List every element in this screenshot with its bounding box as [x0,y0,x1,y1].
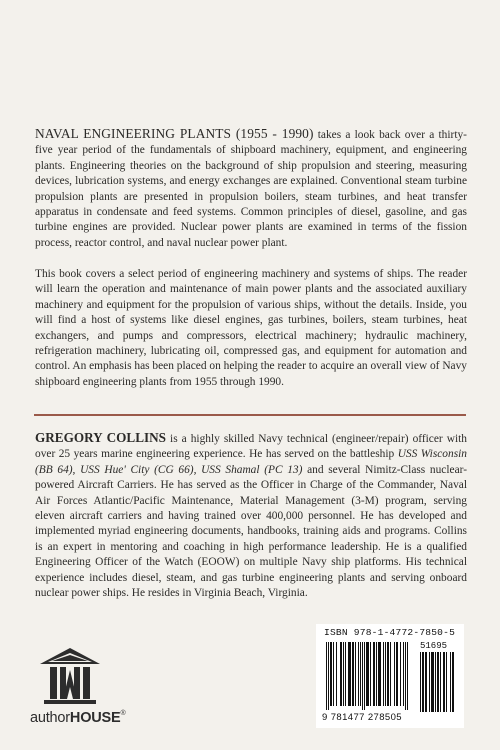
publisher-logo [30,640,126,726]
isbn-number: 9 781477 278505 [322,712,402,723]
wordmark-bold: HOUSE [69,710,121,726]
wordmark-light: author [30,710,70,726]
author-name: GREGORY COLLINS [35,430,167,445]
author-bio-text-1: is a highly skilled Navy technical (engineer/repair) officer with over 25 years marine engineering experience. He has served on the battleship [35,433,467,461]
description-text: takes a look back over a thirty-five year period of the fundamentals of shipboard machinery, equipment, and engineering plants. Engineering theories on the background of ship propulsion and steering, measuring devices, lubrication systems, and energy exchanges are explained. Conventional steam turbine propulsion plants are presented in propulsion boilers, steam turbines, and heat transfer apparatus in condensate and feed systems. Common principles of diesel, gasoline, and gas turbine engines are provided. Nuclear power plants are examined in terms of the fission process, reactor control, and naval nuclear power plant. [35,129,467,249]
registered-mark: ® [120,710,126,717]
isbn-barcode [316,624,464,728]
book-title-lead: NAVAL ENGINEERING PLANTS (1955 - 1990) [35,126,314,141]
ean-barcode-bars [326,642,416,714]
authorhouse-building-icon [30,640,110,710]
isbn-label: ISBN 978-1-4772-7850-5 [324,627,456,638]
author-bio-text-2: and several Nimitz-Class nuclear-powered Aircraft Carriers. He has served as the Officer in Charge of the Commander, Naval Air Forces Atlantic/Pacific Maintenance, Material Management (3-M) program, serving eleven aircraft carriers and having trained over 400,000 personnel. He has developed and implemented myriad engineering documents, handbooks, training aids and programs. Collins is an expert in mentoring and coaching in high performance leadership. He is a qualified Engineering Officer of the Watch (EOOW) on multiple Navy ship platforms. His technical experience includes diesel, steam, and gas turbine engineering plants and serving onboard nuclear power ships. He resides in Virginia Beach, Virginia. [35,463,467,600]
book-description-paragraph-1 [35,126,467,251]
author-bio-ships: USS Wisconsin (BB 64), USS Hue' City (CG 66), USS Shamal (PC 13) [35,448,467,476]
section-divider [34,414,466,416]
publisher-wordmark [30,710,126,726]
addon-barcode-bars [420,652,456,714]
barcode-addon: 51695 [420,641,448,651]
book-description-paragraph-2: This book covers a select period of engineering machinery and systems of ships. The reader will learn the operation and maintenance of main power plants and the associated auxiliary machinery and equipment for the propulsion of various ships, without the details. Inside, you will find a host of systems like diesel engines, gas turbines, boilers, steam turbines, heat exchangers, and pumps and compressors, electrical machinery; hydraulic machinery, refrigeration machinery, lubricating oil, compressed gas, and equipment for automation and control. An emphasis has been placed on helping the reader to acquire an overall view of Navy shipboard engineering plants from 1955 through 1990. [35,268,467,388]
author-bio-paragraph [35,430,467,601]
